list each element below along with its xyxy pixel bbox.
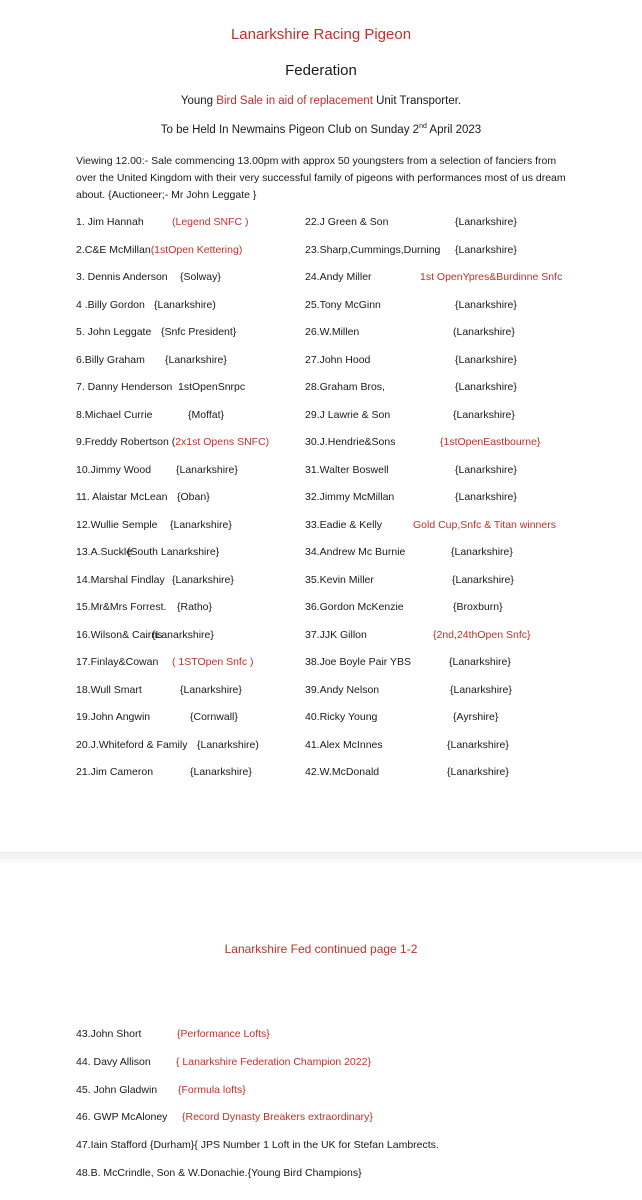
list-item-note: {Lanarkshire} [451,546,513,558]
list-item-note: {Record Dynasty Breakers extraordinary} [182,1111,373,1124]
list-item-note: {Lanarkshire} [176,463,238,476]
young-text: Young [180,95,217,107]
list-item-name: 1. Jim Hannah [76,216,144,228]
list-item-note-wrap [172,216,248,228]
list-item-note: {2nd,24thOpen Snfc} [433,628,531,641]
list-item-name: 28.Graham Bros, [305,381,385,393]
list-item-note: 1st OpenYpres&Burdinne Snfc [420,271,563,283]
list-item-note: {Lanarkshire} [450,683,512,696]
list-item-note: {Snfc President} [161,326,237,338]
list-item-note-wrap [161,326,236,338]
list-item-name: 18.Wull Smart [76,683,142,696]
list-item-name: 17.Finlay&Cowan [76,656,159,668]
date-suffix: nd [419,123,427,131]
list-item-note: {Lanarkshire} [455,381,517,393]
list-item-name: 34.Andrew Mc Burnie [305,546,406,558]
list-item-note: {Lanarkshire) [197,738,259,751]
list-item-name: 11. Alaistar McLean [76,491,168,503]
list-item-name: 15.Mr&Mrs Forrest. [76,601,167,613]
list-item-note: {Lanarkshire} [455,491,517,503]
list-item-name: 13.A.Suckle [76,546,133,558]
list-item-name: 46. GWP McAloney [76,1111,168,1124]
list-item-note-wrap [170,519,232,531]
list-item-note: {Lanarkshire} [455,298,517,311]
list-item-name: 22.J Green & Son [305,216,389,228]
list-item-name: 7. Danny Henderson [76,381,173,393]
sale-intro-paragraph: Viewing 12.00:- Sale commencing 13.00pm with approx 50 youngsters from a selection of fanciers from over the United Kingdom with their very successful family of pigeons with performances most of us dream about. {Auctioneer;- Mr John Leggate } [76,155,566,201]
list-item-name: 19.John Angwin [76,711,151,723]
list-item-name: 16.Wilson& Cairns [76,628,163,641]
list-item-name: 48.B. McCrindle, Son & W.Donachie.{Young Bird Champions} [76,1167,362,1179]
list-item-name: 14.Marshal Findlay [76,573,165,586]
list-item-name: 36.Gordon McKenzie [305,601,404,613]
list-item-name: 39.Andy Nelson [305,683,380,696]
list-item-note: {South Lanarkshire} [127,546,220,558]
list-item-note-wrap [197,739,259,751]
venue-text: To be Held In Newmains Pigeon Club on Sunday 2 [160,124,420,136]
list-item-note-wrap [127,546,219,558]
list-item-note-wrap [172,574,234,586]
list-item-name: 21.Jim Cameron [76,766,154,778]
list-item-note-wrap [178,381,245,393]
list-item-name: 9.Freddy Robertson (2x1st Opens SNFC) [76,436,270,448]
list-item-note: {Cornwall} [190,711,238,723]
list-item-note: {Lanarkshire} [453,408,515,421]
list-item-note: {Lanarkshire} [449,656,511,668]
list-item-note-wrap [188,409,224,421]
list-item-name: 24.Andy Miller [305,271,372,283]
list-item-note: {Lanarkshire} [455,463,517,476]
list-item-note: {Broxburn} [453,601,503,613]
venue-date-line [0,124,642,136]
list-item-note: (1stOpen Kettering) [150,243,243,256]
list-item-note: {Solway} [180,271,221,283]
list-item-note: 2x1st Opens SNFC) [175,436,270,448]
list-item-name: 25.Tony McGinn [305,298,381,311]
list-item-note: {Lanarkshire} [172,573,234,586]
continued-page-title: Lanarkshire Fed continued page 1-2 [224,942,418,956]
list-item-note: ( 1STOpen Snfc ) [172,656,254,668]
list-item-name: 47.Iain Stafford {Durham}{ JPS Number 1 Loft in the UK for Stefan Lambrects. [76,1139,439,1152]
list-item-note-wrap [154,299,216,311]
list-item-note: {Lanarkshire} [455,243,517,256]
list-item-name: 23.Sharp,Cummings,Durning [305,243,441,256]
list-item-note-wrap [176,464,238,476]
list-item-name: 37.JJK Gillon [305,628,367,641]
list-item-note: {Ratho} [177,601,213,613]
date-year-text: April 2023 [426,124,482,136]
list-item-name: 41.Alex McInnes [305,738,383,751]
list-item-note: {Formula lofts} [178,1083,246,1096]
list-item-note: {Lanarkshire} [447,738,509,751]
list-item-note-wrap [190,711,238,723]
list-item-note: (Lanarkshire} [453,326,515,338]
list-item-name: 35.Kevin Miller [305,573,374,586]
list-item-name: 33.Eadie & Kelly [305,518,383,531]
list-item-note-wrap [180,684,242,696]
unit-transporter-text: Unit Transporter. [372,95,462,107]
bird-sale-text: Bird Sale in aid of replacement [216,95,373,107]
list-item-note: {Lanarkshire) [154,298,216,311]
list-item-name: 31.Walter Boswell [305,463,389,476]
list-item-name: 8.Michael Currie [76,408,153,421]
list-item-name: 4 .Billy Gordon [76,298,145,311]
sale-purpose-line [0,95,642,107]
list-item-name: 10.Jimmy Wood [76,463,152,476]
list-item-name: 32.Jimmy McMillan [305,491,395,503]
list-item-note: {Ayrshire} [453,711,499,723]
list-item-name: 43.John Short [76,1028,142,1040]
document-title: Lanarkshire Racing Pigeon [230,26,412,43]
list-item-note: {Lanarkshire} [447,766,509,778]
list-item-note: {Moffat} [188,408,225,421]
list-item-name: 38.Joe Boyle Pair YBS [305,656,412,668]
list-item-name: 44. Davy Allison [76,1055,151,1068]
list-item-name: 27.John Hood [305,353,371,366]
list-item-note: {1stOpenEastbourne} [440,436,541,448]
list-item-name: 20.J.Whiteford & Family [76,738,188,751]
page-divider [0,852,642,863]
list-item-note: {Lanarkshire} [190,766,252,778]
list-item-note: Gold Cup,Snfc & Titan winners [413,518,556,531]
list-item-name: 2.C&E McMillan(1stOpen Kettering) [76,243,243,256]
list-item-note: {Lanarkshire} [180,683,242,696]
list-item-note: {Lanarkshire} [152,628,214,641]
list-item-note: {Lanarkshire} [455,353,517,366]
list-item-note: { Lanarkshire Federation Champion 2022} [176,1055,371,1068]
document-subtitle: Federation [285,62,357,79]
list-item-name: 5. John Leggate [76,326,152,338]
list-item-name: 45. John Gladwin [76,1083,158,1096]
list-item-note: {Oban} [177,491,210,503]
list-item-note-wrap [180,271,221,283]
list-item-note: {Lanarkshire} [165,353,227,366]
list-item-name: 30.J.Hendrie&Sons [305,436,396,448]
list-item-note: {Performance Lofts} [177,1028,270,1040]
list-item-note-wrap [190,766,252,778]
list-item-note: (Legend SNFC ) [172,216,249,228]
list-item-note: {Lanarkshire} [452,573,514,586]
list-item-note: 1stOpenSnrpc [178,381,246,393]
list-item-name: 26.W.Millen [305,326,360,338]
list-item-note-wrap [152,629,214,641]
list-item-name: 29.J Lawrie & Son [305,408,391,421]
list-item-note-wrap [172,656,254,668]
list-item-name: 42.W.McDonald [305,766,380,778]
list-item-name: 12.Wullie Semple [76,518,158,531]
list-item-note-wrap [177,601,212,613]
list-item-note: {Lanarkshire} [170,518,232,531]
list-item-name: 6.Billy Graham [76,353,145,366]
list-item-note-wrap [177,491,210,503]
list-item-note: {Lanarkshire} [455,216,517,228]
list-item-name: 40.Ricky Young [305,711,378,723]
list-item-note-wrap [165,354,227,366]
list-item-name: 3. Dennis Anderson [76,271,168,283]
